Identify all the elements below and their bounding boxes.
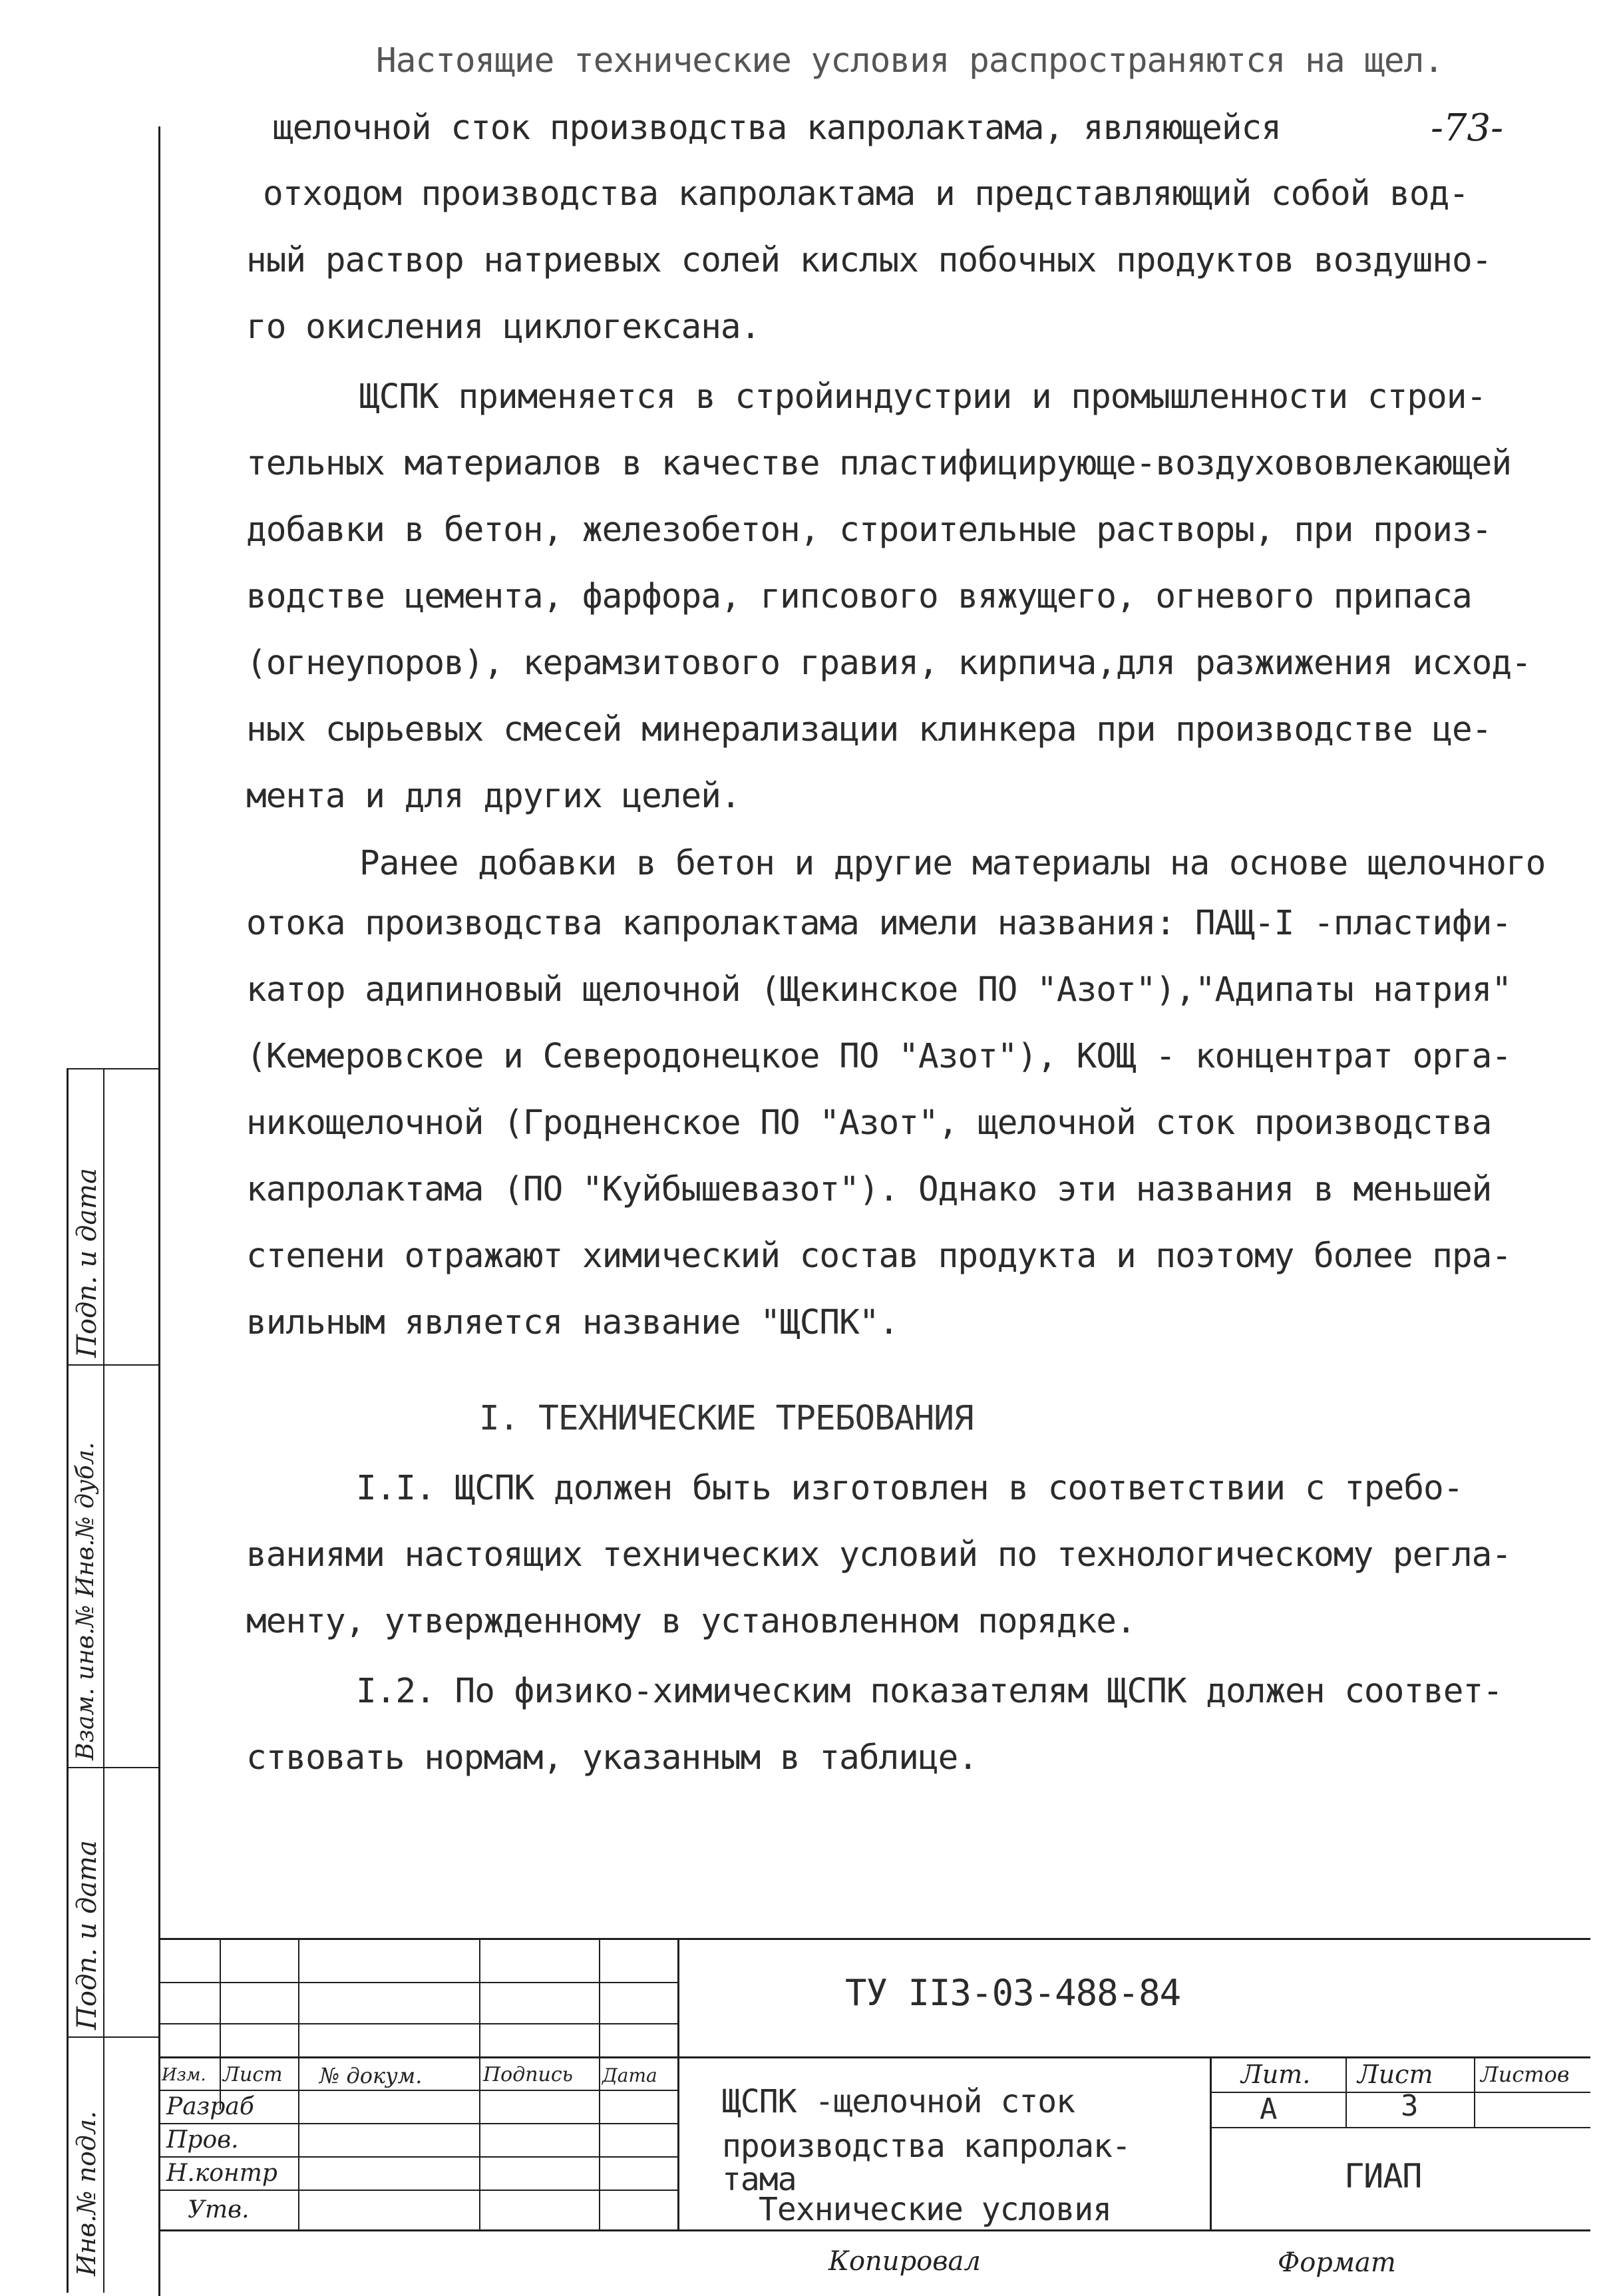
lit-value: А xyxy=(1260,2092,1277,2126)
side-label-vzam-inv: Взам. инв.№ Инв.№ дубл. xyxy=(72,1441,99,1760)
list-label: Лист xyxy=(1357,2060,1433,2089)
frame-line xyxy=(103,1068,104,2293)
tb-rule xyxy=(160,2229,1590,2231)
text-line: менту, утвержденному в установленном порядке. xyxy=(246,1602,1136,1641)
header-n-dokum: № докум. xyxy=(319,2063,423,2088)
role-prov: Пров. xyxy=(166,2126,239,2154)
text-line: I.I. ЩСПК должен быть изготовлен в соответствии с требо- xyxy=(356,1469,1463,1508)
tb-rule xyxy=(160,1982,679,1983)
doc-title-line: Технические условия xyxy=(759,2191,1112,2228)
role-utv: Утв. xyxy=(188,2196,250,2223)
tb-rule xyxy=(160,2023,679,2024)
text-line: отходом производства капролактама и представляющий собой вод- xyxy=(263,174,1469,214)
frame-line xyxy=(158,126,160,2296)
text-line: ЩСПК применяется в стройиндустрии и промышленности строи- xyxy=(359,377,1487,417)
text-line: капролактама (ПО "Куйбышевазот"). Однако эти названия в меньшей xyxy=(246,1170,1492,1209)
tb-rule xyxy=(1474,2056,1475,2127)
role-razrab: Разраб xyxy=(166,2093,254,2120)
tb-rule xyxy=(160,2190,679,2191)
text-line: ный раствор натриевых солей кислых побочных продуктов воздушно- xyxy=(246,241,1492,280)
side-label-inv-podl: Инв.№ подл. xyxy=(72,2110,101,2276)
page-number: -73- xyxy=(1431,106,1504,150)
text-line: Настоящие технические условия распространяются на щел. xyxy=(376,41,1444,81)
text-line: (огнеупоров), керамзитового гравия, кирпича,для разжижения исход- xyxy=(246,644,1531,683)
text-line: ных сырьевых смесей минерализации клинкера при производстве це- xyxy=(246,710,1492,749)
doc-title-line: тама xyxy=(722,2161,797,2198)
text-line: никощелочной (Гродненское ПО "Азот", щелочной сток производства xyxy=(246,1103,1492,1143)
tb-rule xyxy=(298,1938,299,2229)
header-data: Дата xyxy=(602,2064,657,2086)
organization: ГИАП xyxy=(1344,2157,1422,2196)
tb-rule xyxy=(1345,2056,1347,2127)
text-line: вильным является название "ЩСПК". xyxy=(246,1303,899,1342)
header-izm: Изм. xyxy=(162,2065,206,2085)
text-line: мента и для других целей. xyxy=(246,777,741,816)
tb-rule xyxy=(160,2156,679,2158)
role-n-kontr: Н.контр xyxy=(166,2160,277,2187)
side-label-podp-data-bottom: Подп. и дата xyxy=(72,1840,102,2030)
format-label: Формат xyxy=(1278,2247,1396,2278)
tb-rule xyxy=(160,2090,679,2091)
list-value: 3 xyxy=(1401,2089,1418,2123)
frame-line xyxy=(67,2036,160,2038)
tb-rule xyxy=(599,1938,600,2229)
tb-rule xyxy=(160,2123,679,2124)
text-line: Ранее добавки в бетон и другие материалы на основе щелочного xyxy=(359,844,1546,883)
frame-line xyxy=(67,1767,160,1768)
copied-by-label: Копировал xyxy=(828,2246,981,2277)
frame-line xyxy=(67,1364,160,1366)
text-line: ваниями настоящих технических условий по технологическому регла- xyxy=(246,1535,1512,1575)
text-line: тельных материалов в качестве пластифицирующе-воздухововлекающей xyxy=(246,444,1512,483)
text-line: водстве цемента, фарфора, гипсового вяжущего, огневого припаса xyxy=(246,577,1472,616)
document-code: ТУ II3-03-488-84 xyxy=(845,1972,1181,2014)
text-line: добавки в бетон, железобетон, строительные растворы, при произ- xyxy=(246,510,1492,550)
side-label-podp-data-top: Подп. и дата xyxy=(72,1168,102,1358)
text-line: щелочной сток производства капролактама, являющейся xyxy=(273,108,1281,148)
frame-line xyxy=(67,1068,69,2293)
text-line: го окисления циклогексана. xyxy=(246,307,761,347)
text-line: (Кемеровское и Северодонецкое ПО "Азот"), КОЩ - концентрат орга- xyxy=(246,1037,1512,1076)
tb-rule xyxy=(160,1938,1590,1940)
tb-rule xyxy=(677,1938,679,2229)
text-line: отока производства капролактама имели названия: ПАЩ-I -пластифи- xyxy=(246,904,1512,943)
doc-title-line: ЩСПК -щелочной сток xyxy=(722,2083,1075,2120)
text-line: катор адипиновый щелочной (Щекинское ПО "Азот"),"Адипаты натрия" xyxy=(246,970,1512,1010)
lit-label: Лит. xyxy=(1241,2060,1311,2089)
tb-rule xyxy=(160,2056,1590,2058)
section-heading: I. ТЕХНИЧЕСКИЕ ТРЕБОВАНИЯ xyxy=(479,1399,974,1438)
text-line: I.2. По физико-химическим показателям ЩСПК должен соответ- xyxy=(356,1672,1503,1711)
tb-rule xyxy=(479,1938,480,2229)
listov-label: Листов xyxy=(1481,2062,1570,2087)
tb-rule xyxy=(1210,2056,1212,2229)
text-line: степени отражают химический состав продукта и поэтому более пра- xyxy=(246,1237,1512,1276)
text-line: ствовать нормам, указанным в таблице. xyxy=(246,1738,978,1778)
header-podpis: Подпись xyxy=(483,2063,574,2086)
doc-title-line: производства капролак- xyxy=(722,2128,1131,2165)
header-list: Лист xyxy=(223,2063,283,2086)
tb-rule xyxy=(220,1938,221,2110)
frame-line xyxy=(67,1068,160,1069)
